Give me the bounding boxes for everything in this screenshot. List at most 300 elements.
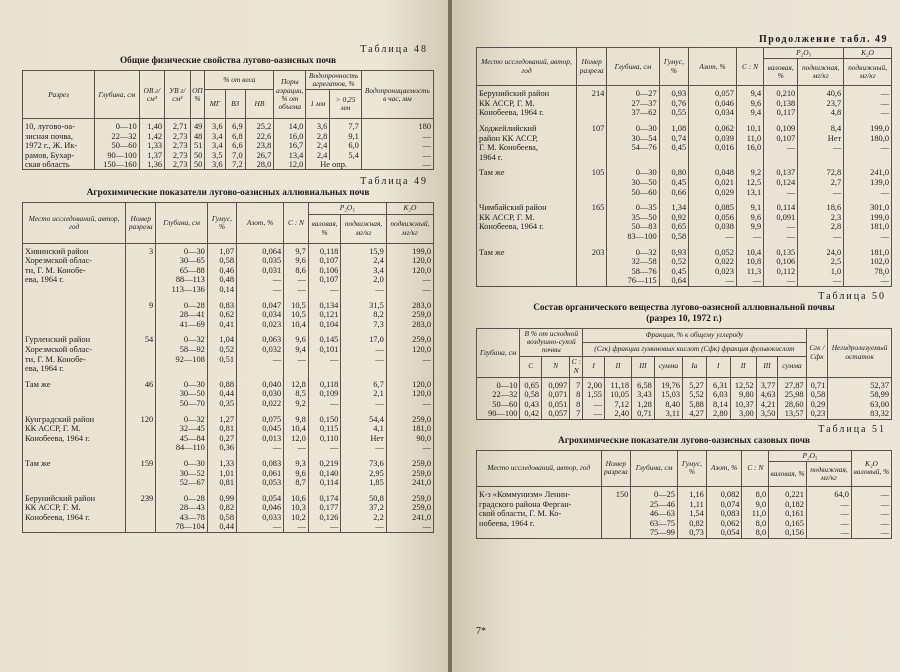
value-cell: — — [361, 132, 433, 141]
value-cell: 8,0 — [742, 487, 769, 500]
t49r-header-place: Место исследований, автор, год — [477, 48, 577, 86]
value-cell: 11,0 — [736, 134, 763, 144]
value-cell: 0,071 — [542, 390, 570, 400]
value-cell: 0,43 — [520, 400, 542, 410]
value-cell: 1,34 — [659, 197, 689, 213]
value-cell: 13,4 — [274, 151, 306, 160]
value-cell: 11,3 — [736, 267, 763, 277]
value-cell: 4,63 — [756, 390, 778, 400]
value-cell: 0,73 — [677, 528, 706, 538]
t49r-header-mobile: подвижная, мг/кг — [798, 59, 844, 86]
value-cell: 4,21 — [756, 400, 778, 410]
place-cell — [477, 276, 577, 286]
value-cell: 8,0 — [742, 519, 769, 529]
t48-header-depth: Глубина, см — [95, 71, 140, 119]
t51-header-p2o5: P₂O₅ — [769, 450, 852, 461]
place-cell — [477, 188, 577, 198]
value-cell: 9,0 — [742, 500, 769, 510]
value-cell: 50—60 — [607, 188, 659, 198]
value-cell: 0,107 — [308, 275, 341, 285]
value-cell: 181,0 — [386, 424, 433, 434]
value-cell: 83—100 — [607, 232, 659, 242]
value-cell: 22—32 — [477, 390, 520, 400]
value-cell: 2,1 — [341, 389, 386, 399]
value-cell: 0—35 — [607, 197, 659, 213]
value-cell: — — [341, 355, 386, 365]
value-cell: 10,37 — [730, 400, 756, 410]
value-cell: 30—54 — [607, 134, 659, 144]
value-cell: — — [764, 188, 798, 198]
place-cell: Конобеева, 1964 г. — [23, 513, 126, 523]
value-cell: 0,104 — [308, 320, 341, 330]
value-cell: 0,114 — [308, 478, 341, 488]
value-cell: 0,99 — [207, 488, 236, 504]
place-cell: ева, 1964 г. — [23, 364, 126, 374]
value-cell: 51 — [190, 141, 205, 150]
value-cell — [576, 276, 606, 286]
value-cell: — — [798, 143, 844, 153]
value-cell: 72,8 — [798, 162, 844, 178]
value-cell: 0,045 — [237, 424, 284, 434]
value-cell: 1,33 — [139, 141, 164, 150]
table-row — [23, 256, 434, 266]
value-cell: 30—52 — [156, 469, 208, 479]
value-cell: 10,5 — [284, 310, 309, 320]
value-cell — [126, 285, 156, 295]
value-cell: 0,118 — [308, 374, 341, 390]
table-row — [477, 509, 892, 519]
value-cell: 6,0 — [330, 141, 362, 150]
value-cell: 0,091 — [764, 213, 798, 223]
t50-header-c: C — [520, 356, 542, 377]
value-cell: Нет — [798, 134, 844, 144]
value-cell: 90,0 — [386, 434, 433, 444]
value-cell: 259,0 — [386, 488, 433, 504]
value-cell: 150—160 — [95, 160, 140, 170]
t49r-header-gross: валовая, % — [764, 59, 798, 86]
value-cell: 0—25 — [631, 487, 678, 500]
place-cell — [23, 443, 126, 453]
value-cell: 0—30 — [607, 162, 659, 178]
table-row — [23, 469, 434, 479]
t50-header-col-7: III — [756, 356, 778, 377]
value-cell: 139,0 — [844, 178, 892, 188]
t50-header-col-8: сумма — [778, 356, 806, 377]
value-cell: 48 — [190, 132, 205, 141]
place-cell: К-з «Коммунизм» Ленин- — [477, 487, 602, 500]
value-cell: 7,7 — [330, 119, 362, 132]
value-cell — [798, 153, 844, 163]
value-cell — [126, 424, 156, 434]
value-cell — [126, 399, 156, 409]
place-cell: Берунийский район — [23, 488, 126, 504]
table-row — [23, 513, 434, 523]
page-folio: 7* — [476, 626, 486, 637]
t50-header-dry: В % от исходной воздушно-сухой почвы — [520, 328, 583, 356]
value-cell: 2,73 — [165, 132, 190, 141]
value-cell: 0,45 — [659, 143, 689, 153]
value-cell: 120,0 — [386, 389, 433, 399]
location-cell: 1972 г., Ж. Ик- — [23, 141, 95, 150]
value-cell: 0—28 — [156, 488, 208, 504]
value-cell: 0,117 — [764, 108, 798, 118]
place-cell — [477, 257, 577, 267]
place-cell — [23, 478, 126, 488]
value-cell: 0—28 — [156, 295, 208, 311]
value-cell: 0—10 — [95, 119, 140, 132]
value-cell: 37—62 — [607, 108, 659, 118]
value-cell: 1,36 — [139, 160, 164, 170]
value-cell: 0,71 — [632, 409, 655, 419]
t48-header-section: Разрез — [23, 71, 95, 119]
value-cell: 5,52 — [683, 390, 707, 400]
value-cell: 19,76 — [654, 377, 682, 390]
table-row — [477, 143, 892, 153]
value-cell: 10,4 — [736, 242, 763, 258]
table-49-number: Таблица 49 — [360, 176, 428, 188]
value-cell: 0,29 — [806, 400, 828, 410]
value-cell: 0,138 — [764, 99, 798, 109]
value-cell: 0,81 — [207, 478, 236, 488]
value-cell: 0,161 — [769, 509, 807, 519]
value-cell: 41—69 — [156, 320, 208, 330]
value-cell: — — [844, 143, 892, 153]
t50-header-col-0: I — [583, 356, 605, 377]
value-cell: — — [798, 276, 844, 286]
value-cell: 259,0 — [386, 469, 433, 479]
value-cell: 0,033 — [237, 513, 284, 523]
value-cell: 0,82 — [677, 519, 706, 529]
value-cell: 0,034 — [689, 108, 737, 118]
value-cell: — — [844, 188, 892, 198]
place-cell: нобеева, 1964 г. — [477, 519, 602, 529]
value-cell — [126, 266, 156, 276]
value-cell: 0,88 — [207, 374, 236, 390]
place-cell: Хивинский район — [23, 243, 126, 256]
value-cell — [126, 256, 156, 266]
value-cell: 0,221 — [769, 487, 807, 500]
value-cell: 0,082 — [706, 487, 742, 500]
table-row — [477, 519, 892, 529]
place-cell: район КК АССР, — [477, 134, 577, 144]
value-cell: 52—67 — [156, 478, 208, 488]
value-cell: 0,062 — [689, 118, 737, 134]
table-row — [477, 134, 892, 144]
value-cell: 16,0 — [736, 143, 763, 153]
t48-header-agg1: 1 мм — [306, 90, 330, 119]
value-cell: 17,0 — [341, 329, 386, 345]
t51-header-gross: валовая, % — [769, 462, 807, 487]
value-cell: 0,76 — [659, 99, 689, 109]
value-cell: 92—108 — [156, 355, 208, 365]
t51-header-azot: Азот, % — [706, 450, 742, 486]
value-cell: 0—10 — [477, 377, 520, 390]
value-cell: 113—136 — [156, 285, 208, 295]
table-51-title: Агрохимические показатели лугово-оазисных сазовых почв — [558, 435, 810, 446]
value-cell: 50—70 — [156, 399, 208, 409]
value-cell: 0,063 — [237, 329, 284, 345]
table-50-number: Таблица 50 — [818, 290, 886, 302]
t49r-header-nomer: Номер разреза — [576, 48, 606, 86]
table-row — [23, 488, 434, 504]
value-cell: 83,32 — [828, 409, 892, 419]
value-cell: 203 — [576, 242, 606, 258]
value-cell: — — [764, 222, 798, 232]
value-cell — [126, 364, 156, 374]
value-cell: 12,0 — [274, 160, 306, 170]
t50-header-residue: Негидролизуемый остаток — [828, 328, 892, 377]
value-cell: — — [284, 275, 309, 285]
value-cell: 43—78 — [156, 513, 208, 523]
value-cell: 54,4 — [341, 409, 386, 425]
value-cell: 2,71 — [165, 119, 190, 132]
t49l-header-azot: Азот, % — [237, 203, 284, 243]
value-cell: — — [308, 443, 341, 453]
t49l-header-place: Место исследований, автор, год — [23, 203, 126, 243]
value-cell: — — [361, 151, 433, 160]
table-row — [477, 118, 892, 134]
table-row — [477, 222, 892, 232]
value-cell: 50—60 — [477, 400, 520, 410]
value-cell: 239 — [126, 488, 156, 504]
value-cell: 0,81 — [207, 424, 236, 434]
value-cell: 0,047 — [237, 295, 284, 311]
value-cell: 165 — [576, 197, 606, 213]
value-cell: 0,35 — [207, 399, 236, 409]
value-cell: 30—50 — [156, 389, 208, 399]
value-cell: 1,0 — [798, 267, 844, 277]
value-cell: 0,074 — [706, 500, 742, 510]
value-cell: 0—27 — [607, 86, 659, 99]
value-cell: 32—45 — [156, 424, 208, 434]
table-row — [477, 276, 892, 286]
value-cell: — — [308, 399, 341, 409]
value-cell: 0,65 — [659, 222, 689, 232]
value-cell — [126, 310, 156, 320]
value-cell: 0,109 — [308, 389, 341, 399]
value-cell: 1,27 — [207, 409, 236, 425]
place-cell — [23, 389, 126, 399]
value-cell: 0,65 — [520, 377, 542, 390]
value-cell: 2,95 — [341, 469, 386, 479]
value-cell: 0,039 — [689, 134, 737, 144]
table-row — [23, 443, 434, 453]
value-cell: 0,62 — [207, 310, 236, 320]
value-cell: 0,075 — [237, 409, 284, 425]
t50-header-ratio: Cгк / Cфк — [806, 328, 828, 377]
value-cell: — — [583, 400, 605, 410]
value-cell: 37,2 — [341, 503, 386, 513]
t50-header-col-3: сумма — [654, 356, 682, 377]
value-cell: 8,4 — [798, 118, 844, 134]
value-cell: 10,2 — [284, 513, 309, 523]
table-51-number: Таблица 51 — [818, 423, 886, 435]
value-cell: — — [851, 509, 891, 519]
place-cell: Хорезмской облас- — [23, 345, 126, 355]
value-cell: 3,4 — [205, 141, 225, 150]
value-cell: — — [851, 528, 891, 538]
value-cell: — — [806, 509, 851, 519]
value-cell: — — [764, 276, 798, 286]
value-cell: 0,110 — [308, 434, 341, 444]
value-cell — [659, 153, 689, 163]
value-cell: 10,4 — [284, 424, 309, 434]
value-cell: 0,023 — [689, 267, 737, 277]
table-row — [23, 141, 434, 150]
value-cell: 0,032 — [237, 345, 284, 355]
place-cell: ти, Г. М. Конобе- — [23, 355, 126, 365]
place-cell: Там же — [477, 242, 577, 258]
value-cell: 12,8 — [284, 374, 309, 390]
value-cell: 10,4 — [284, 320, 309, 330]
t49l-header-gross: валовая, % — [308, 214, 341, 243]
value-cell — [736, 153, 763, 163]
value-cell: — — [764, 143, 798, 153]
table-row — [477, 400, 892, 410]
value-cell: 0,165 — [769, 519, 807, 529]
t48-header-mg: МГ — [205, 90, 225, 119]
value-cell: 2,80 — [706, 409, 730, 419]
value-cell: — — [237, 275, 284, 285]
value-cell: 0,46 — [207, 266, 236, 276]
value-cell: 1,16 — [677, 487, 706, 500]
value-cell: 0,057 — [542, 409, 570, 419]
place-cell: ти, Г. М. Конобе- — [23, 266, 126, 276]
value-cell: 283,0 — [386, 320, 433, 330]
table-48-title: Общие физические свойства лугово-оазисных почв — [119, 56, 337, 66]
value-cell: 2,8 — [798, 222, 844, 232]
value-cell: 10,5 — [284, 295, 309, 311]
value-cell — [576, 153, 606, 163]
value-cell — [126, 355, 156, 365]
value-cell: 2,73 — [165, 151, 190, 160]
value-cell: 8,0 — [742, 528, 769, 538]
value-cell: 0,80 — [659, 162, 689, 178]
value-cell: — — [844, 276, 892, 286]
t49l-header-p2o5: P₂O₅ — [308, 203, 386, 214]
value-cell: 63,00 — [828, 400, 892, 410]
value-cell: 2,4 — [306, 151, 330, 160]
value-cell: 0,58 — [806, 390, 828, 400]
table-row — [23, 285, 434, 295]
value-cell: 0,021 — [689, 178, 737, 188]
t48-body — [23, 119, 434, 170]
value-cell — [207, 364, 236, 374]
value-cell: 0,083 — [706, 509, 742, 519]
value-cell: 0,053 — [237, 478, 284, 488]
value-cell: 50 — [190, 151, 205, 160]
value-cell: 0,58 — [207, 513, 236, 523]
value-cell: 0,038 — [689, 222, 737, 232]
t48-header-water: Водопрочность агрегатов, % — [306, 71, 361, 90]
table-row — [477, 178, 892, 188]
value-cell — [576, 222, 606, 232]
value-cell: 46—63 — [631, 509, 678, 519]
location-cell: 10, лугово-оа- — [23, 119, 95, 132]
value-cell: — — [844, 99, 892, 109]
value-cell: 78—104 — [156, 522, 208, 532]
right-page — [452, 0, 900, 672]
table-row — [477, 257, 892, 267]
location-cell: зисная почва, — [23, 132, 95, 141]
value-cell: 0,174 — [308, 488, 341, 504]
value-cell: 25,98 — [778, 390, 806, 400]
value-cell: 2,3 — [798, 213, 844, 223]
value-cell — [126, 443, 156, 453]
value-cell: 0,23 — [806, 409, 828, 419]
t49r-header-azot: Азот, % — [689, 48, 737, 86]
value-cell: — — [844, 86, 892, 99]
value-cell — [126, 478, 156, 488]
t48-header-vz: ВЗ — [225, 90, 245, 119]
value-cell: 28,0 — [245, 160, 274, 170]
value-cell: — — [798, 232, 844, 242]
t48-header-perm: Водопроницаемость в час, мм — [361, 71, 433, 119]
value-cell: 0,054 — [237, 488, 284, 504]
value-cell: 9,1 — [330, 132, 362, 141]
value-cell — [844, 153, 892, 163]
value-cell: — — [736, 276, 763, 286]
value-cell: 0,022 — [689, 257, 737, 267]
value-cell: 1,40 — [139, 119, 164, 132]
place-cell — [23, 295, 126, 311]
value-cell: 6,6 — [225, 141, 245, 150]
value-cell: 120,0 — [386, 345, 433, 355]
value-cell: 9,4 — [736, 108, 763, 118]
value-cell: 58—76 — [607, 267, 659, 277]
table-row — [477, 500, 892, 510]
value-cell — [576, 188, 606, 198]
table-row — [477, 390, 892, 400]
value-cell: 199,0 — [386, 243, 433, 256]
value-cell: 120,0 — [386, 266, 433, 276]
table-49-continued: Продолжение табл. 49 — [758, 34, 888, 45]
value-cell: 0,056 — [689, 213, 737, 223]
value-cell — [601, 519, 631, 529]
value-cell — [689, 153, 737, 163]
value-cell: 0,140 — [308, 469, 341, 479]
value-cell: 9,6 — [284, 256, 309, 266]
value-cell: 9,1 — [736, 197, 763, 213]
value-cell: 50—83 — [607, 222, 659, 232]
table-row — [23, 424, 434, 434]
location-cell: ская область — [23, 160, 95, 170]
value-cell: 10,05 — [604, 390, 631, 400]
value-cell: 102,0 — [844, 257, 892, 267]
value-cell: — — [284, 355, 309, 365]
value-cell: 180 — [361, 119, 433, 132]
value-cell: 8,40 — [654, 400, 682, 410]
value-cell: 0,27 — [207, 434, 236, 444]
value-cell: 3,4 — [205, 132, 225, 141]
t49r-header-cn: C : N — [736, 48, 763, 86]
value-cell: 31,5 — [341, 295, 386, 311]
value-cell: — — [689, 232, 737, 242]
place-cell: Ходжейлийский — [477, 118, 577, 134]
value-cell — [126, 434, 156, 444]
value-cell — [126, 513, 156, 523]
value-cell: 0,064 — [237, 243, 284, 256]
value-cell: 10,8 — [736, 257, 763, 267]
value-cell: 0,101 — [308, 345, 341, 355]
value-cell: 0,031 — [237, 266, 284, 276]
value-cell — [576, 232, 606, 242]
value-cell: 16,7 — [274, 141, 306, 150]
value-cell: 7,2 — [225, 160, 245, 170]
value-cell: 0,134 — [308, 295, 341, 311]
value-cell: 88—113 — [156, 275, 208, 285]
table-row — [23, 374, 434, 390]
